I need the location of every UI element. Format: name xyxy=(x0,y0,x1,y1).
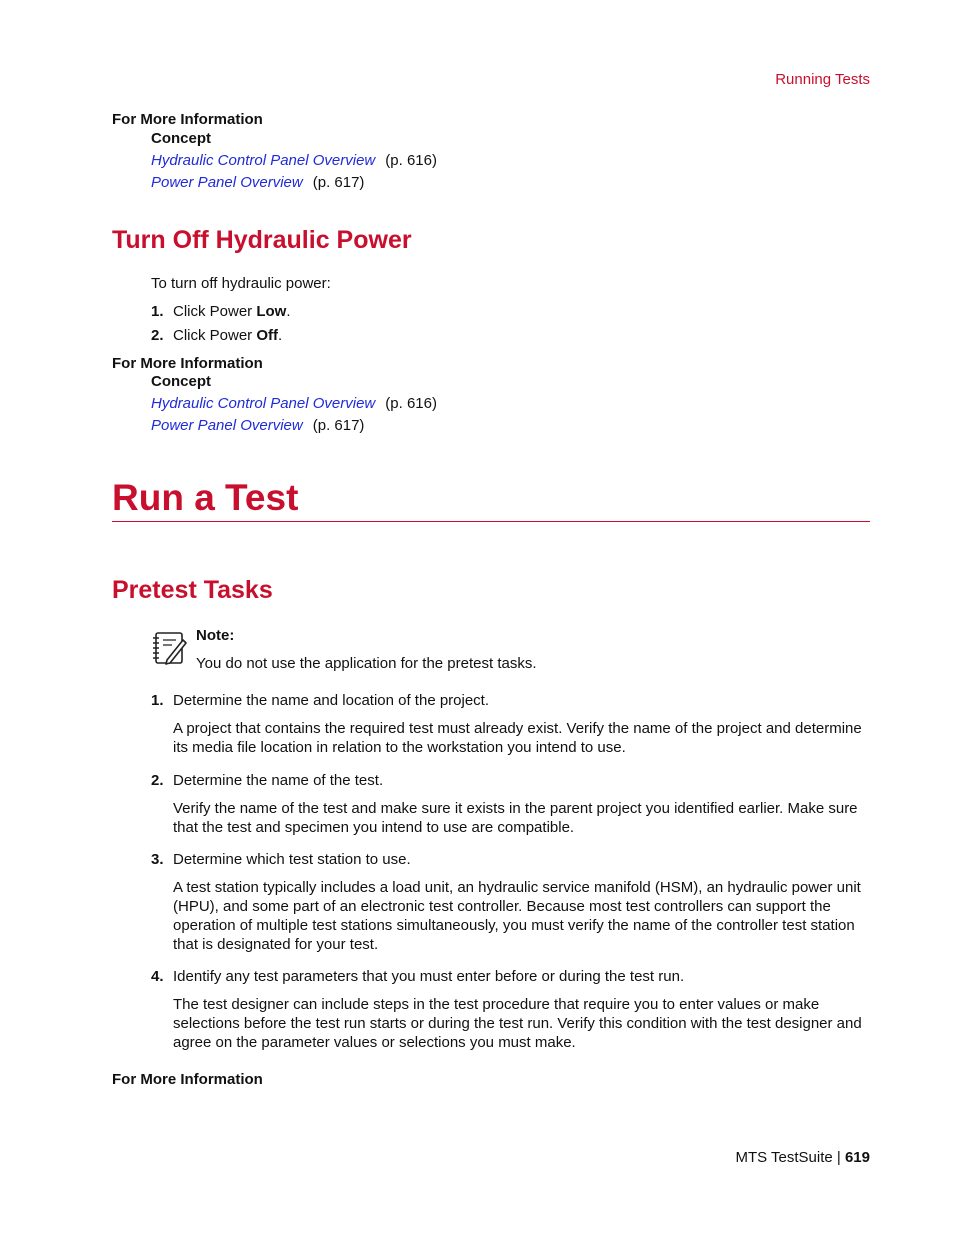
step-number: 4. xyxy=(151,968,164,985)
chapter-heading-run-a-test: Run a Test xyxy=(112,477,299,518)
running-header: Running Tests xyxy=(775,71,870,88)
step-punctuation: . xyxy=(286,303,291,320)
reference-line xyxy=(151,152,437,169)
reference-line xyxy=(151,395,437,412)
page-number: 619 xyxy=(844,1149,870,1166)
step-emphasis: Low xyxy=(256,303,287,320)
step-text: Click Power xyxy=(173,303,257,320)
step-number: 2. xyxy=(151,327,164,344)
page-reference: (p. 617) xyxy=(312,417,365,434)
note-text: You do not use the application for the pretest tasks. xyxy=(196,655,537,672)
note-label: Note: xyxy=(196,627,235,644)
task-step xyxy=(151,968,684,985)
reference-line xyxy=(151,417,364,434)
step-title: Determine which test station to use. xyxy=(173,851,411,868)
for-more-information-heading: For More Information xyxy=(112,111,263,128)
hydraulic-control-panel-overview-link[interactable]: Hydraulic Control Panel Overview xyxy=(151,152,376,169)
for-more-information-heading: For More Information xyxy=(112,355,263,372)
step-detail: A test station typically includes a load unit, an hydraulic service manifold (HSM), an hydraulic power unit (HPU), and some part of an electronic test controller. Because most test controllers can support the operation of multiple test stations simultaneously, you must verify the name of the controller test station that is designated for your test. xyxy=(173,879,861,953)
concept-label: Concept xyxy=(151,373,211,390)
step-detail: Verify the name of the test and make sure it exists in the parent project you identified earlier. Make sure that the test and specimen you intend to use are compatible. xyxy=(173,800,858,836)
task-step xyxy=(151,851,411,868)
step-number: 2. xyxy=(151,772,164,789)
for-more-information-heading: For More Information xyxy=(112,1071,263,1088)
section-heading-pretest-tasks: Pretest Tasks xyxy=(112,576,273,604)
step-punctuation: . xyxy=(278,327,283,344)
section-heading-turn-off-hydraulic-power: Turn Off Hydraulic Power xyxy=(112,226,412,254)
page-reference: (p. 617) xyxy=(312,174,365,191)
concept-label: Concept xyxy=(151,130,211,147)
task-step xyxy=(151,692,489,709)
page-footer xyxy=(735,1149,870,1166)
procedure-intro: To turn off hydraulic power: xyxy=(151,275,331,292)
step-text: Click Power xyxy=(173,327,257,344)
step-title: Determine the name of the test. xyxy=(173,772,384,789)
reference-line xyxy=(151,174,364,191)
task-step xyxy=(151,772,383,789)
step-title: Identify any test parameters that you must enter before or during the test run. xyxy=(173,968,685,985)
power-panel-overview-link[interactable]: Power Panel Overview xyxy=(151,174,303,191)
hydraulic-control-panel-overview-link[interactable]: Hydraulic Control Panel Overview xyxy=(151,395,376,412)
procedure-step xyxy=(151,303,291,320)
product-name: MTS TestSuite xyxy=(735,1149,833,1166)
step-detail: A project that contains the required test must already exist. Verify the name of the project and determine its media file location in relation to the workstation you intend to use. xyxy=(173,720,862,756)
power-panel-overview-link[interactable]: Power Panel Overview xyxy=(151,417,303,434)
step-title: Determine the name and location of the project. xyxy=(173,692,490,709)
page-reference: (p. 616) xyxy=(385,395,437,412)
procedure-step xyxy=(151,327,282,344)
step-number: 1. xyxy=(151,692,164,709)
page-reference: (p. 616) xyxy=(385,152,437,169)
step-detail: The test designer can include steps in the test procedure that require you to enter values or make selections before the test run starts or during the test run. Verify this condition with the test designer and agree on the parameter values or selections you must make. xyxy=(173,996,862,1051)
heading-rule xyxy=(112,521,870,522)
step-number: 3. xyxy=(151,851,164,868)
footer-separator: | xyxy=(836,1149,841,1166)
step-emphasis: Off xyxy=(256,327,279,344)
note-icon xyxy=(151,630,189,666)
step-number: 1. xyxy=(151,303,164,320)
